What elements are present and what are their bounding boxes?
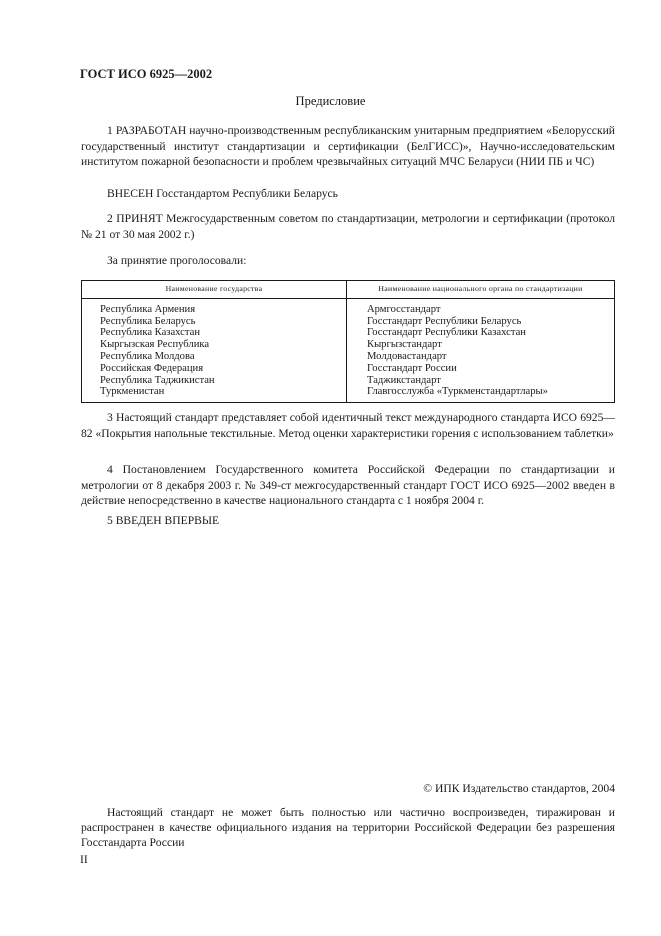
table-cell-state: Республика Таджикистан xyxy=(100,374,215,386)
paragraph-developed-text: 1 РАЗРАБОТАН научно-производственным республиканским унитарным предприятием «Белорусский государственный институт стандартизации и сертификации (БелГИСС)», Научно-исследовательским институтом пожарной безопасности и проблем чрезвычайных ситуаций МЧС Беларуси (НИИ ПБ и ЧС) xyxy=(81,124,615,168)
table-cell-state: Республика Армения xyxy=(100,303,196,315)
table-cell-national-body: Таджикстандарт xyxy=(367,374,441,386)
states-column xyxy=(82,298,347,402)
table-cell-state: Республика Беларусь xyxy=(100,315,196,327)
paragraph-adopted xyxy=(81,211,615,242)
table-cell-national-body: Молдовастандарт xyxy=(367,350,447,362)
paragraph-introduced: ВНЕСЕН Госстандартом Республики Беларусь xyxy=(107,187,338,200)
document-header: ГОСТ ИСО 6925—2002 xyxy=(80,67,213,81)
table-cell-national-body: Госстандарт Республики Беларусь xyxy=(367,315,522,327)
table-cell-state: Республика Молдова xyxy=(100,350,195,362)
paragraph-developed xyxy=(81,123,615,170)
table-cell-state: Туркменистан xyxy=(100,386,165,398)
copyright-line: © ИПК Издательство стандартов, 2004 xyxy=(423,782,615,795)
reproduction-notice-text: Настоящий стандарт не может быть полностью или частично воспроизведен, тиражирован и распространен в качестве официального издания на территории Российской Федерации без разрешения Госстандарта России xyxy=(81,806,615,849)
table-cell-state: Российская Федерация xyxy=(100,362,204,374)
page-title: Предисловие xyxy=(295,94,366,108)
table-cell-national-body: Армгосстандарт xyxy=(367,303,441,315)
column-header-national-body: Наименование национального органа по стандартизации xyxy=(347,281,615,299)
table-cell-national-body: Госстандарт России xyxy=(367,362,457,374)
table-cell-national-body: Кыргызстандарт xyxy=(367,339,442,351)
paragraph-enactment xyxy=(81,462,615,509)
national-bodies-column xyxy=(347,298,615,402)
table-cell-national-body: Главгосслужба «Туркменстандартлары» xyxy=(367,386,548,398)
reproduction-notice xyxy=(81,805,615,850)
paragraph-adopted-text: 2 ПРИНЯТ Межгосударственным советом по стандартизации, метрологии и сертификации (протокол № 21 от 30 мая 2002 г.) xyxy=(81,212,615,241)
table-cell-state: Республика Казахстан xyxy=(100,327,201,339)
table-cell-state: Кыргызская Республика xyxy=(100,339,210,351)
page-number: II xyxy=(80,853,88,866)
voting-table xyxy=(81,280,615,403)
paragraph-enactment-body: 4 Постановлением Государственного комитета Российской Федерации по стандартизации и метрологии от 8 декабря 2003 г. № 349-ст межгосударственный стандарт ГОСТ ИСО 6925—2002 введен в действие непосредственно в качестве национального стандарта с 1 ноября 2004 г. xyxy=(81,463,615,507)
table-body-row xyxy=(82,298,615,402)
paragraph-first-introduced: 5 ВВЕДЕН ВПЕРВЫЕ xyxy=(107,514,220,527)
paragraph-identical-text xyxy=(81,410,615,441)
vote-intro: За принятие проголосовали: xyxy=(107,254,247,267)
column-header-state: Наименование государства xyxy=(82,281,347,299)
paragraph-identical-text-body: 3 Настоящий стандарт представляет собой идентичный текст международного стандарта ИСО 6925—82 «Покрытия напольные текстильные. Метод оценки характеристики горения с использованием таблетки» xyxy=(81,411,615,440)
table-cell-national-body: Госстандарт Республики Казахстан xyxy=(367,327,526,339)
